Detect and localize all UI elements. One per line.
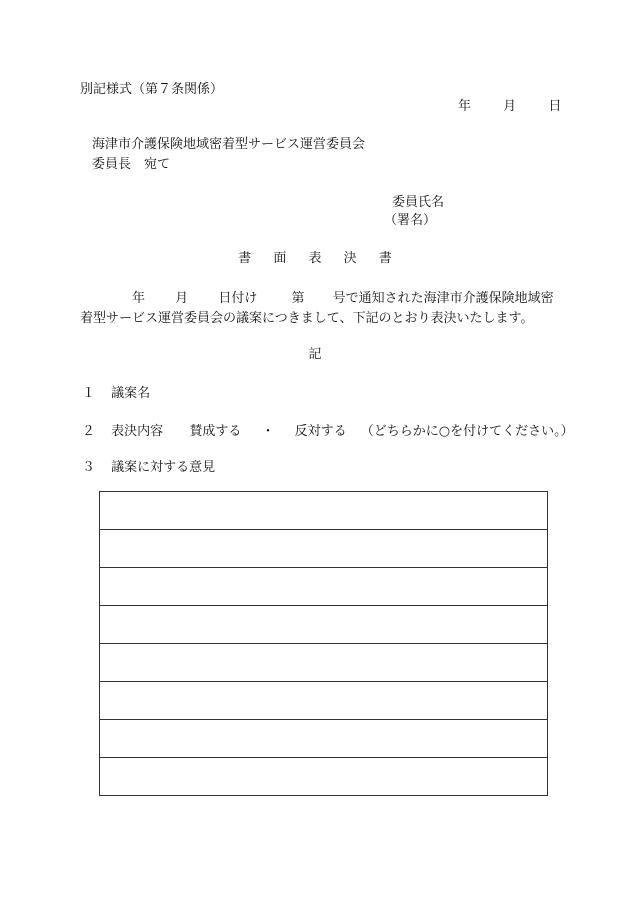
item-number: ２	[82, 424, 96, 439]
item-2	[82, 424, 574, 440]
title-char: 表	[308, 251, 322, 266]
opinion-grid	[99, 491, 548, 796]
opinion-row[interactable]	[100, 606, 547, 644]
item-number: ３	[82, 460, 96, 475]
date-line	[458, 99, 561, 115]
intro-line-1	[132, 291, 554, 307]
date-day: 日	[548, 99, 562, 114]
opinion-row[interactable]	[100, 720, 547, 758]
ki-heading: 記	[308, 347, 322, 362]
vote-option-for: 賛成する	[189, 424, 242, 439]
date-year: 年	[458, 99, 472, 114]
intro-month: 月	[175, 291, 189, 306]
date-month: 月	[503, 99, 517, 114]
item-3	[82, 460, 215, 476]
intro-number-prefix: 第	[291, 291, 305, 306]
member-name-label: 委員氏名	[392, 195, 445, 210]
title-char: 書	[378, 251, 392, 266]
member-signature: （署名）	[384, 213, 437, 228]
title-char: 面	[273, 251, 287, 266]
opinion-row[interactable]	[100, 492, 547, 530]
opinion-row[interactable]	[100, 758, 547, 796]
vote-instruction: （どちらかに○を付けてください。）	[360, 424, 574, 439]
opinion-row[interactable]	[100, 568, 547, 606]
intro-line1-rest: 号で通知された海津市介護保険地域密	[332, 291, 554, 306]
title-char: 書	[238, 251, 252, 266]
item-label: 表決内容	[111, 424, 164, 439]
addressee-committee: 海津市介護保険地域密着型サービス運営委員会	[92, 137, 366, 152]
item-number: １	[82, 386, 96, 401]
intro-day-dated: 日付け	[218, 291, 258, 306]
item-label: 議案に対する意見	[111, 460, 216, 475]
document-title	[0, 251, 630, 267]
opinion-row[interactable]	[100, 644, 547, 682]
opinion-row[interactable]	[100, 682, 547, 720]
addressee-recipient: 委員長 宛て	[92, 157, 171, 172]
item-1	[82, 386, 150, 402]
annex-label: 別記様式（第７条関係）	[80, 82, 224, 97]
title-char: 決	[343, 251, 357, 266]
intro-year: 年	[132, 291, 146, 306]
vote-option-against: 反対する	[294, 424, 347, 439]
item-label: 議案名	[111, 386, 151, 401]
opinion-row[interactable]	[100, 530, 547, 568]
vote-separator: ・	[261, 424, 275, 439]
intro-line-2: 着型サービス運営委員会の議案につきまして、下記のとおり表決いたします。	[80, 311, 534, 326]
